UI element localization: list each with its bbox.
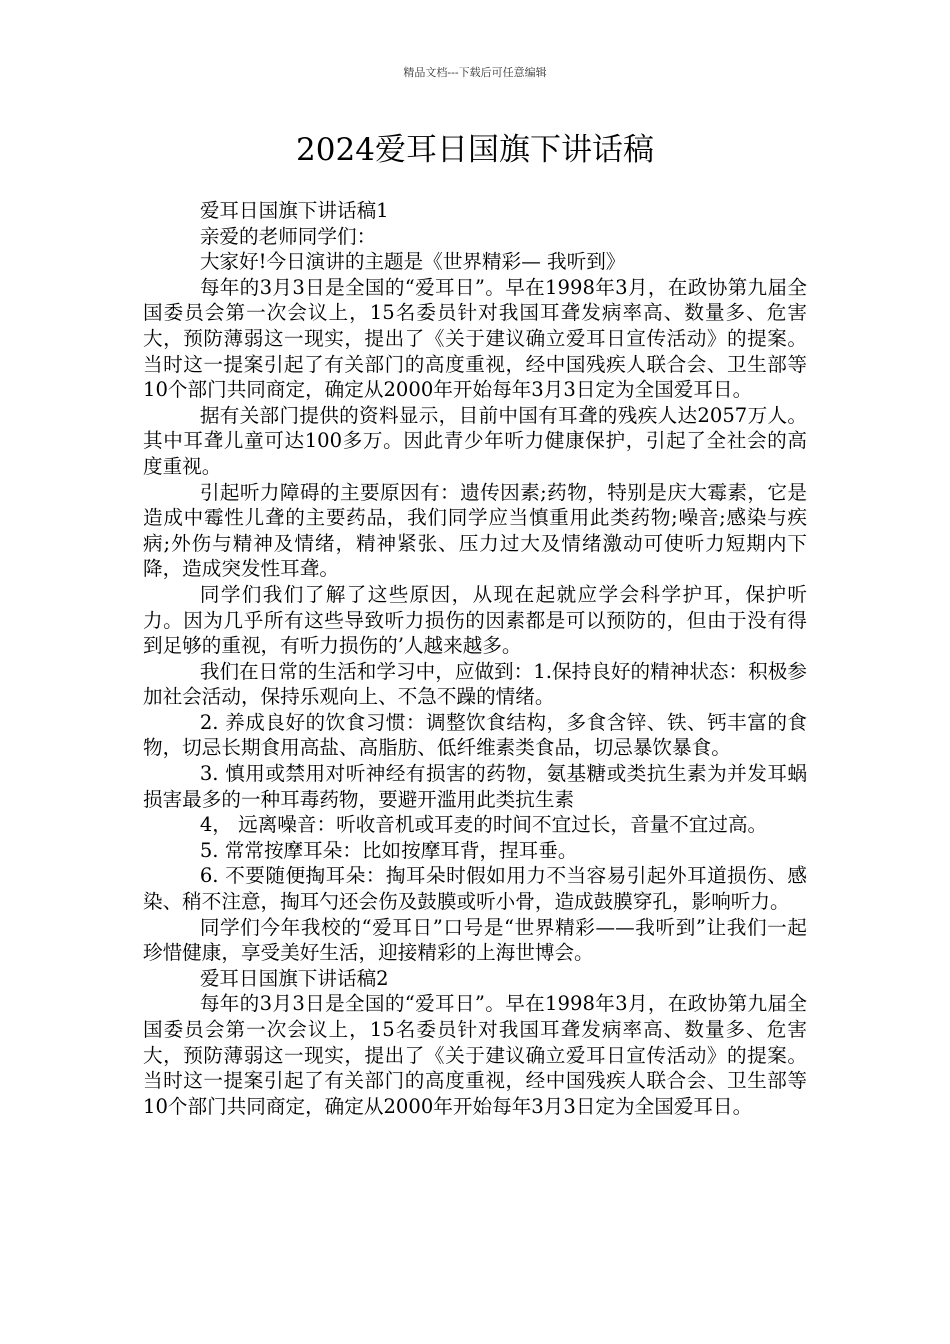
section-heading: 爱耳日国旗下讲话稿2: [199, 966, 389, 990]
paragraph: 同学们今年我校的“爱耳日”口号是“世界精彩——我听到”让我们一起珍惜健康，享受美好生活，迎接精彩的上海世博会。: [143, 915, 807, 965]
paragraph: 每年的3月3日是全国的“爱耳日”。早在1998年3月，在政协第九届全国委员会第一次会议上，15名委员针对我国耳聋发病率高、数量多、危害大，预防薄弱这一现实，提出了《关于建议确立爱耳日宣传活动》的提案。当时这一提案引起了有关部门的高度重视，经中国残疾人联合会、卫生部等10个部门共同商定，确定从2000年开始每年3月3日定为全国爱耳日。: [143, 275, 807, 402]
paragraph: 我们在日常的生活和学习中，应做到：1.保持良好的精神状态：积极参加社会活动，保持乐观向上、不急不躁的情绪。: [143, 659, 807, 709]
document-body: [143, 198, 807, 1119]
paragraph: 每年的3月3日是全国的“爱耳日”。早在1998年3月，在政协第九届全国委员会第一次会议上，15名委员针对我国耳聋发病率高、数量多、危害大，预防薄弱这一现实，提出了《关于建议确立爱耳日宣传活动》的提案。当时这一提案引起了有关部门的高度重视，经中国残疾人联合会、卫生部等10个部门共同商定，确定从2000年开始每年3月3日定为全国爱耳日。: [143, 992, 807, 1118]
paragraph: 引起听力障碍的主要原因有：遗传因素;药物，特别是庆大霉素，它是造成中霉性儿聋的主要药品，我们同学应当慎重用此类药物;噪音;感染与疾病;外伤与精神及情绪，精神紧张、压力过大及情绪激动可使听力短期内下降，造成突发性耳聋。: [143, 480, 807, 581]
section-heading: 爱耳日国旗下讲话稿1: [199, 199, 389, 222]
document-title: 2024爱耳日国旗下讲话稿: [296, 132, 654, 168]
list-item: 4， 远离噪音：听收音机或耳麦的时间不宜过长，音量不宜过高。: [199, 813, 768, 837]
list-item: 3. 慎用或禁用对听神经有损害的药物，氨基糖或类抗生素为并发耳蜗损害最多的一种耳毒药物，要避开滥用此类抗生素: [143, 762, 807, 811]
salutation: 亲爱的老师同学们：: [199, 224, 377, 248]
list-item: 5. 常常按摩耳朵：比如按摩耳背，捏耳垂。: [199, 838, 578, 862]
paragraph: 大家好!今日演讲的主题是《世界精彩— 我听到》: [199, 250, 626, 274]
list-item: 6. 不要随便掏耳朵：掏耳朵时假如用力不当容易引起外耳道损伤、感染、稍不注意，掏耳勺还会伤及鼓膜或听小骨，造成鼓膜穿孔，影响听力。: [143, 864, 807, 914]
list-item: 2. 养成良好的饮食习惯：调整饮食结构，多食含锌、铁、钙丰富的食物，切忌长期食用高盐、高脂肪、低纤维素类食品，切忌暴饮暴食。: [143, 710, 807, 760]
paragraph: 据有关部门提供的资料显示，目前中国有耳聋的残疾人达2057万人。其中耳聋儿童可达100多万。因此青少年听力健康保护，引起了全社会的高度重视。: [143, 403, 807, 478]
paragraph: 同学们我们了解了这些原因，从现在起就应学会科学护耳，保护听力。因为几乎所有这些导致听力损伤的因素都是可以预防的，但由于没有得到足够的重视，有听力损伤的’人越来越多。: [143, 582, 807, 658]
header-note: 精品文档---下载后可任意编辑: [403, 66, 547, 79]
